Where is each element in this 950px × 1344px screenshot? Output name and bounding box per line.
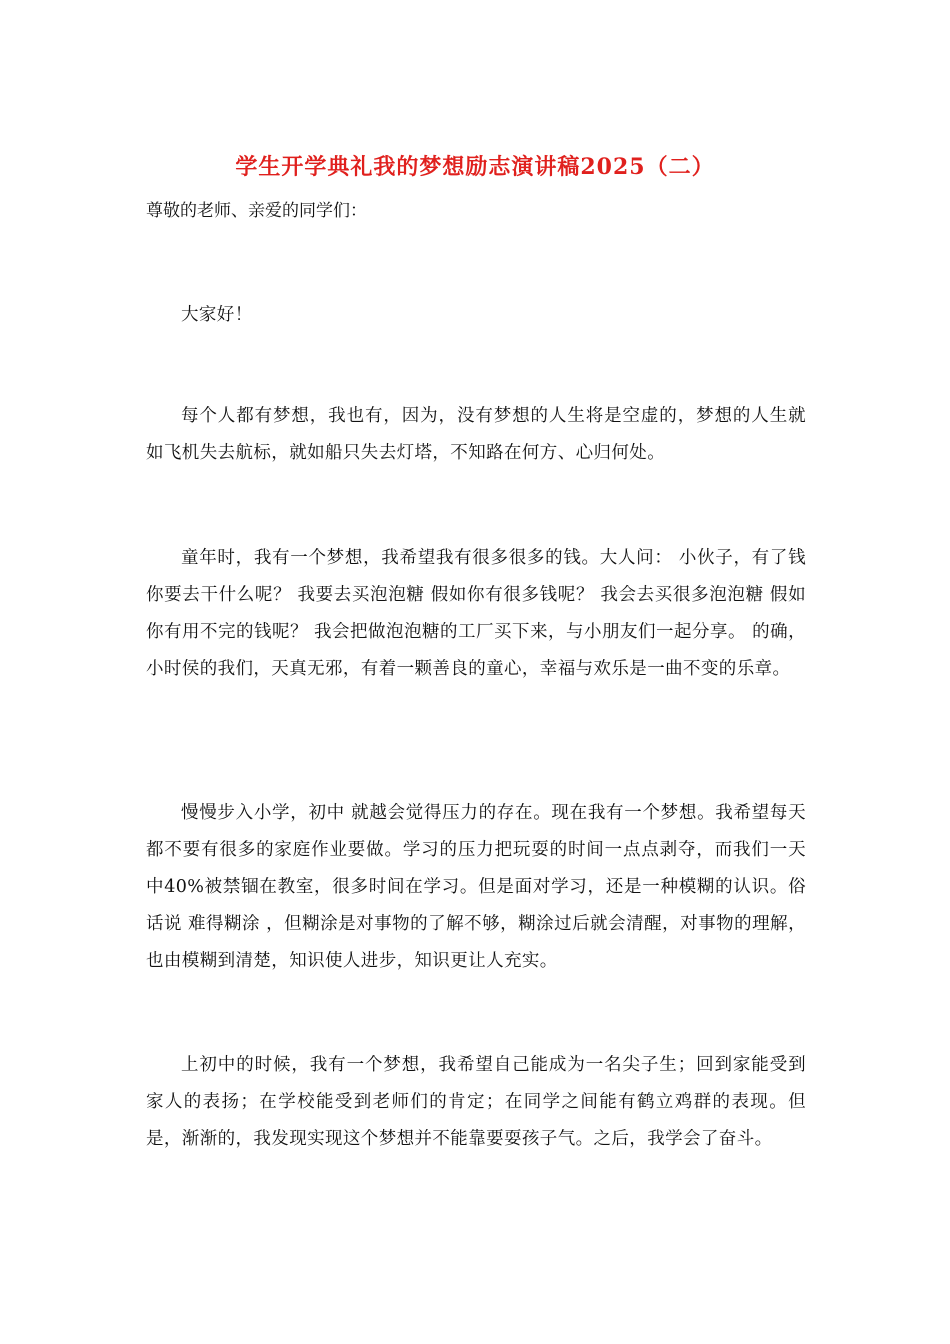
paragraph-hello: 大家好！ xyxy=(181,305,253,325)
paragraph-primary-school: 慢慢步入小学，初中 就越会觉得压力的存在。现在我有一个梦想。我希望每天都不要有很多的家庭作业要做。学习的压力把玩耍的时间一点点剥夺，而我们一天中40%被禁锢在教室，很多时间在学习。但是面对学习，还是一种模糊的认识。俗话说 难得糊涂 ，但糊涂是对事物的了解不够，糊涂过后就会清醒，对事物的理解，也由模糊到清楚，知识使人进步，知识更让人充实。 xyxy=(146,803,806,971)
paragraph-dream-intro: 每个人都有梦想，我也有，因为，没有梦想的人生将是空虚的，梦想的人生就如飞机失去航标，就如船只失去灯塔，不知路在何方、心归何处。 xyxy=(146,406,806,463)
greeting-line: 尊敬的老师、亲爱的同学们： xyxy=(146,201,367,221)
paragraph-junior-high: 上初中的时候，我有一个梦想，我希望自己能成为一名尖子生；回到家能受到家人的表扬；在学校能受到老师们的肯定；在同学之间能有鹤立鸡群的表现。但是，渐渐的，我发现实现这个梦想并不能靠要耍孩子气。之后，我学会了奋斗。 xyxy=(146,1055,806,1149)
paragraph-childhood: 童年时，我有一个梦想，我希望我有很多很多的钱。大人问： 小伙子，有了钱你要去干什么呢？ 我要去买泡泡糖 假如你有很多钱呢？ 我会去买很多泡泡糖 假如你有用不完的钱呢？ 我会把做泡泡糖的工厂买下来，与小朋友们一起分享。 的确，小时侯的我们，天真无邪，有着一颗善良的童心，幸福与欢乐是一曲不变的乐章。 xyxy=(146,548,806,679)
document-title: 学生开学典礼我的梦想励志演讲稿2025（二） xyxy=(235,154,715,180)
